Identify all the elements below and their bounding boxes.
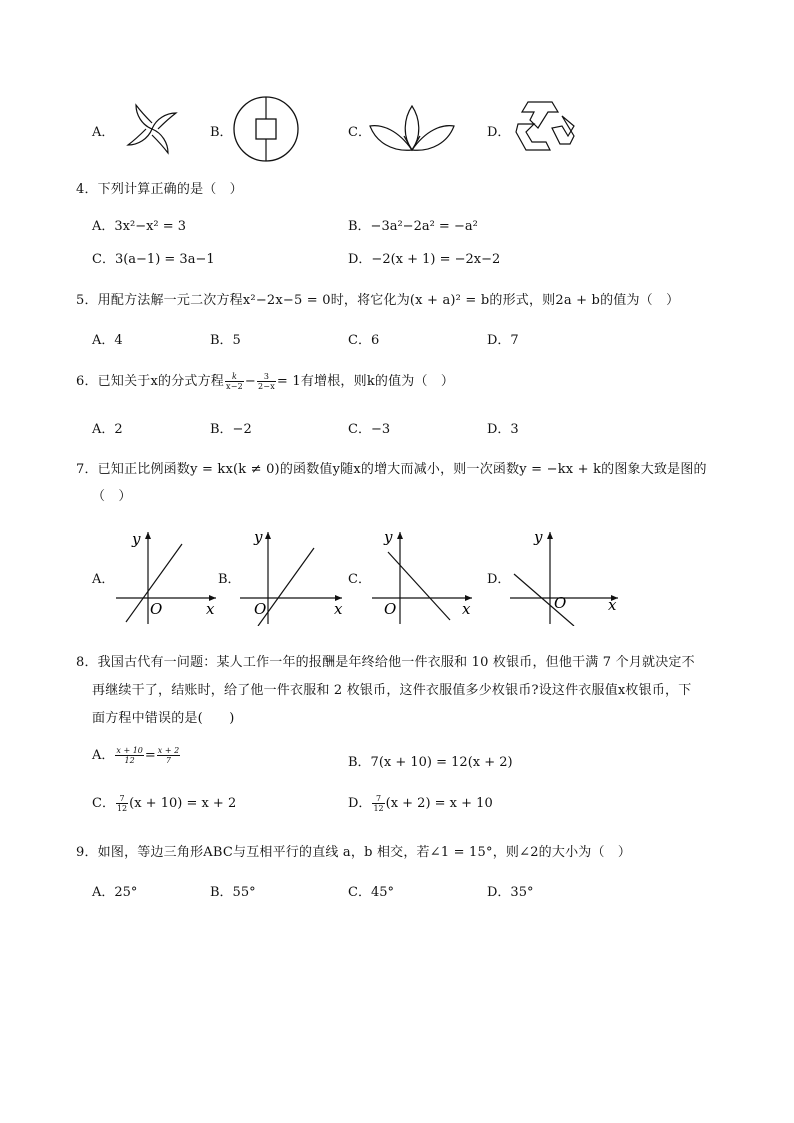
q8-option-a-fraction-1: $\frac{x + 10}{12}$: [116, 746, 143, 765]
axis-x-label: x: [334, 600, 343, 618]
q7-stem-line2: （ ）: [92, 489, 132, 504]
q9-option-c[interactable]: C．45°: [348, 885, 394, 900]
q6-option-d[interactable]: D．3: [487, 422, 519, 437]
q6-stem: [76, 370, 454, 391]
axis-x-label: x: [462, 600, 471, 618]
q6-minus: −: [244, 374, 257, 389]
q8-option-c-fraction: $\frac{7}{12}$: [116, 794, 128, 813]
q8-option-c-rest: (x + 10) = x + 2: [129, 796, 237, 811]
q4-stem: 4．下列计算正确的是（ ）: [76, 182, 243, 197]
q6-option-b[interactable]: B．−2: [210, 422, 252, 437]
q7-option-a-label[interactable]: A．: [92, 572, 115, 587]
origin-label: O: [554, 594, 567, 612]
q5-option-b[interactable]: B．5: [210, 333, 241, 348]
q6-fraction-1: $\frac{k}{x-2}$: [226, 372, 243, 391]
q8-stem-line2: 再继续干了，结账时，给了他一件衣服和 2 枚银币，这件衣服值多少枚银币?设这件衣服值x枚银币，下: [92, 683, 692, 698]
q8-option-d-rest: (x + 2) = x + 10: [385, 796, 493, 811]
q4-option-d[interactable]: D．−2(x + 1) = −2x−2: [348, 252, 501, 267]
axis-x-label: x: [608, 596, 617, 614]
q8-stem-line1: 8．我国古代有一问题：某人工作一年的报酬是年终给他一件衣服和 10 枚银币，但他干满 7 个月就决定不: [76, 655, 695, 670]
q7-stem-line1: 7．已知正比例函数y = kx(k ≠ 0)的函数值y随x的增大而减小，则一次函数y = −kx + k的图象大致是图的: [76, 462, 707, 477]
q9-stem: 9．如图，等边三角形ABC与互相平行的直线 a，b 相交，若∠1 = 15°，则∠2的大小为（ ）: [76, 845, 632, 860]
q5-option-d[interactable]: D．7: [487, 333, 519, 348]
q6-stem-pre: 6．已知关于x的分式方程: [76, 374, 225, 389]
q5-option-c[interactable]: C．6: [348, 333, 380, 348]
q8-option-d-label: D．: [348, 796, 372, 811]
coin-figure: [230, 95, 302, 163]
axis-x-label: x: [206, 600, 215, 618]
q5-option-a[interactable]: A．4: [92, 333, 123, 348]
origin-label: O: [384, 600, 397, 618]
origin-label: O: [254, 600, 267, 618]
q7-option-c-label[interactable]: C．: [348, 572, 371, 587]
q7-graph-c: [370, 526, 480, 626]
q6-fraction-2: $\frac{3}{2-x}$: [258, 372, 275, 391]
q3-option-c-label[interactable]: C．: [348, 125, 371, 140]
q7-graph-a: [112, 526, 222, 626]
q6-option-c[interactable]: C．−3: [348, 422, 391, 437]
q4-option-b[interactable]: B．−3a²−2a² = −a²: [348, 219, 478, 234]
axis-y-label: y: [534, 528, 543, 546]
q8-option-c[interactable]: [92, 792, 236, 813]
q8-option-d[interactable]: [348, 792, 493, 813]
q9-option-a[interactable]: A．25°: [92, 885, 138, 900]
origin-label: O: [150, 600, 163, 618]
q3-option-a-label[interactable]: A．: [92, 125, 115, 140]
q5-stem: 5．用配方法解一元二次方程x²−2x−5 = 0时，将它化为(x + a)² = b的形式，则2a + b的值为（ ）: [76, 293, 680, 308]
q6-stem-post: = 1有增根，则k的值为（ ）: [276, 374, 455, 389]
q7-option-b-label[interactable]: B．: [218, 572, 241, 587]
q8-stem-line3: 面方程中错误的是( ): [92, 711, 235, 726]
axis-y-label: y: [132, 530, 141, 548]
q9-option-d[interactable]: D．35°: [487, 885, 534, 900]
q7-graph-d: [508, 526, 626, 626]
q8-option-a-equals: =: [144, 748, 156, 763]
q3-option-d-label[interactable]: D．: [487, 125, 511, 140]
pinwheel-figure: [116, 95, 188, 163]
axis-y-label: y: [254, 528, 263, 546]
q6-option-a[interactable]: A．2: [92, 422, 123, 437]
q4-option-c[interactable]: C．3(a−1) = 3a−1: [92, 252, 215, 267]
q8-option-d-fraction: $\frac{7}{12}$: [373, 794, 384, 813]
q3-option-b-label[interactable]: B．: [210, 125, 233, 140]
q8-option-c-label: C．: [92, 796, 115, 811]
lotus-figure: [368, 102, 456, 154]
q8-option-a[interactable]: [92, 744, 181, 765]
q8-option-a-label: A．: [92, 748, 115, 763]
q7-graph-b: [238, 526, 348, 626]
q9-option-b[interactable]: B．55°: [210, 885, 256, 900]
q8-option-b[interactable]: B．7(x + 10) = 12(x + 2): [348, 755, 513, 770]
q8-option-a-fraction-2: $\frac{x + 2}{7}$: [157, 746, 180, 765]
recycle-figure: [508, 98, 580, 160]
q7-option-d-label[interactable]: D．: [487, 572, 511, 587]
q4-option-a[interactable]: A．3x²−x² = 3: [92, 219, 187, 234]
axis-y-label: y: [384, 528, 393, 546]
